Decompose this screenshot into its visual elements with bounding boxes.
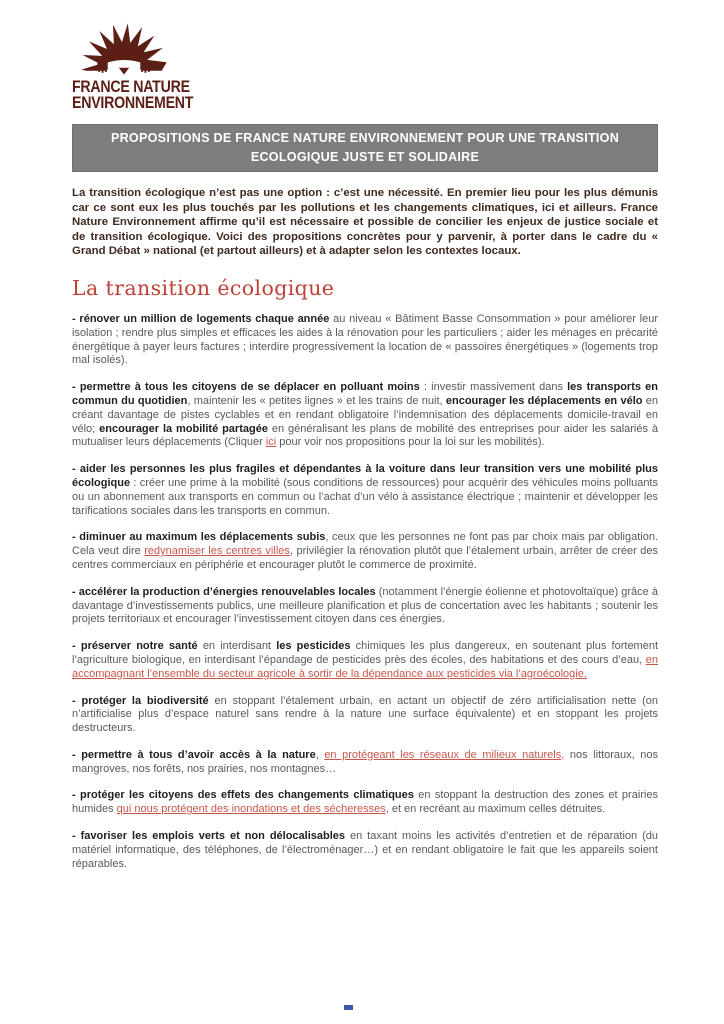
- text-run: en interdisant: [197, 640, 277, 653]
- text-run: pour voir nos propositions pour la loi sur les mobilités).: [276, 436, 545, 449]
- text-run: encourager la mobilité partagée: [99, 422, 268, 435]
- text-run: - préserver notre santé: [72, 640, 198, 653]
- text-run: - permettre à tous d’avoir accès à la nature: [72, 748, 316, 761]
- proposal-paragraph: [72, 830, 658, 871]
- text-run: : investir massivement dans: [419, 381, 568, 394]
- inline-link[interactable]: qui nous protégent des inondations et des sécheresses: [116, 803, 386, 816]
- text-run: : créer une prime à la mobilité (sous conditions de ressources) pour acquérir des véhicules moins polluants ou un abonnement aux transports en commun ou l’achat d’un vélo à assistance électrique ; maintenir et développer les tarifications sociales dans les transports en commun.: [72, 476, 658, 517]
- proposal-paragraph: [72, 313, 658, 368]
- text-run: - protéger les citoyens des effets des changements climatiques: [72, 789, 414, 802]
- text-run: nos littoraux, nos mangroves, nos forêts, nos prairies, nos montagnes…: [72, 748, 658, 775]
- text-run: - accélérer la production d’énergies renouvelables locales: [72, 585, 376, 598]
- text-run: - rénover un million de logements chaque année: [72, 312, 334, 325]
- proposal-paragraph: [72, 463, 658, 518]
- text-run: les transports en commun du quotidien: [72, 381, 658, 407]
- proposals-list: [72, 313, 658, 872]
- proposal-paragraph: [72, 381, 658, 450]
- text-run: - aider les personnes les plus fragiles et dépendantes à la voiture dans leur transition vers une mobilité plus écologique: [72, 463, 658, 489]
- title-banner-line1: PROPOSITIONS DE FRANCE NATURE ENVIRONNEMENT POUR UNE TRANSITION: [110, 131, 620, 145]
- proposal-paragraph: [72, 749, 658, 777]
- proposal-paragraph: [72, 695, 658, 736]
- fne-logo: [72, 18, 194, 112]
- proposal-paragraph: [72, 640, 658, 681]
- text-run: , privilégier la rénovation plutôt que l’étalement urbain, arrêter de créer des centres commerciaux en périphérie et encourager plutôt le commerce de proximité.: [72, 545, 658, 571]
- text-run: ,: [315, 748, 325, 761]
- intro-paragraph: La transition écologique n’est pas une option : c’est une nécessité. En premier lieu pour les plus démunis car ce sont eux les plus touchés par les pollutions et les changements climatiques, ici et ailleurs. France Nature Environnement affirme qu’il est nécessaire et possible de concilier les enjeux de justice sociale et de transition écologique. Voici des propositions concrètes pour y parvenir, à porter dans le cadre du « Grand Débat » national (et partout ailleurs) et à adapter selon les contextes locaux.: [72, 187, 658, 258]
- text-run: - diminuer au maximum les déplacements subis: [72, 531, 326, 544]
- text-run: (notamment l’énergie éolienne et photovoltaïque) grâce à davantage d’investissements publics, une meilleure planification et plus de concertation avec les habitants ; soutenir les projets territoriaux et encourager l’investissement citoyen dans ces énergies.: [72, 585, 659, 626]
- text-run: chimiques les plus dangereux, en soutenant plus fortement l’agriculture biologique, en interdisant l’épandage de pesticides près des écoles, des habitations et des cours d’eau,: [72, 640, 659, 666]
- title-banner-line2: ECOLOGIQUE JUSTE ET SOLIDAIRE: [250, 150, 480, 164]
- text-run: , et en recréant au maximum celles détruites.: [385, 803, 606, 816]
- text-run: - favoriser les emplois verts et non délocalisables: [72, 830, 346, 843]
- proposal-paragraph: [72, 531, 658, 572]
- text-run: en stoppant l’étalement urbain, en actant un objectif de zéro artificialisation nette (on n’artificialise plus d’espace naturel sans rendre à la nature une surface équivalente) et en stoppant les projets destructeurs.: [72, 694, 658, 735]
- text-run: en taxant moins les activités d’entretien et de réparation (du matériel informatique, des téléphones, de l’électroménager…) et en rendant obligatoire le fait que les appareils soient réparables.: [72, 830, 658, 870]
- page-footer-mark: [344, 1005, 353, 1010]
- logo-wordmark-line2: ENVIRONNEMENT: [72, 93, 194, 112]
- text-run: - protéger la biodiversité: [72, 694, 209, 707]
- text-run: en généralisant les plans de mobilité des entreprises pour aider les salariés à mutualiser leurs déplacements (Cliquer: [72, 422, 659, 449]
- logo-wordmark-line1: FRANCE NATURE: [72, 78, 190, 96]
- logo-wordmark: [72, 78, 194, 112]
- hedgehog-icon: [72, 18, 184, 78]
- text-run: en stoppant la destruction des zones et prairies humides: [72, 789, 658, 816]
- inline-link[interactable]: en protégeant les réseaux de milieux naturels,: [324, 748, 565, 761]
- text-run: - permettre à tous les citoyens de se déplacer en polluant moins: [72, 381, 420, 394]
- text-run: , ceux que les personnes ne font pas par choix mais par obligation. Cela veut dire: [72, 531, 658, 558]
- proposal-paragraph: [72, 789, 658, 817]
- inline-link[interactable]: ici: [265, 436, 277, 449]
- proposal-paragraph: [72, 586, 658, 627]
- text-run: au niveau « Bâtiment Basse Consommation » pour améliorer leur isolation ; rendre plus simples et efficaces les aides à la rénovation pour les particuliers ; aider les ménages en précarité énergétique à payer leurs factures ; interdire progressivement la location de « passoires énergétiques » (logements trop mal isolés).: [72, 312, 658, 367]
- inline-link[interactable]: en accompagnant l’ensemble du secteur agricole à sortir de la dépendance aux pesticides via l’agroécologie.: [72, 653, 658, 680]
- text-run: , maintenir les « petites lignes » et les trains de nuit,: [187, 394, 446, 407]
- title-banner: [72, 124, 658, 172]
- text-run: encourager les déplacements en vélo: [445, 394, 643, 407]
- text-run: les pesticides: [276, 640, 351, 653]
- section-heading: La transition écologique: [72, 275, 335, 300]
- text-run: en créant davantage de pistes cyclables et en rendant obligatoire l’indemnisation des déplacements domicile-travail en vélo;: [72, 394, 659, 435]
- inline-link[interactable]: redynamiser les centres villes: [144, 545, 290, 558]
